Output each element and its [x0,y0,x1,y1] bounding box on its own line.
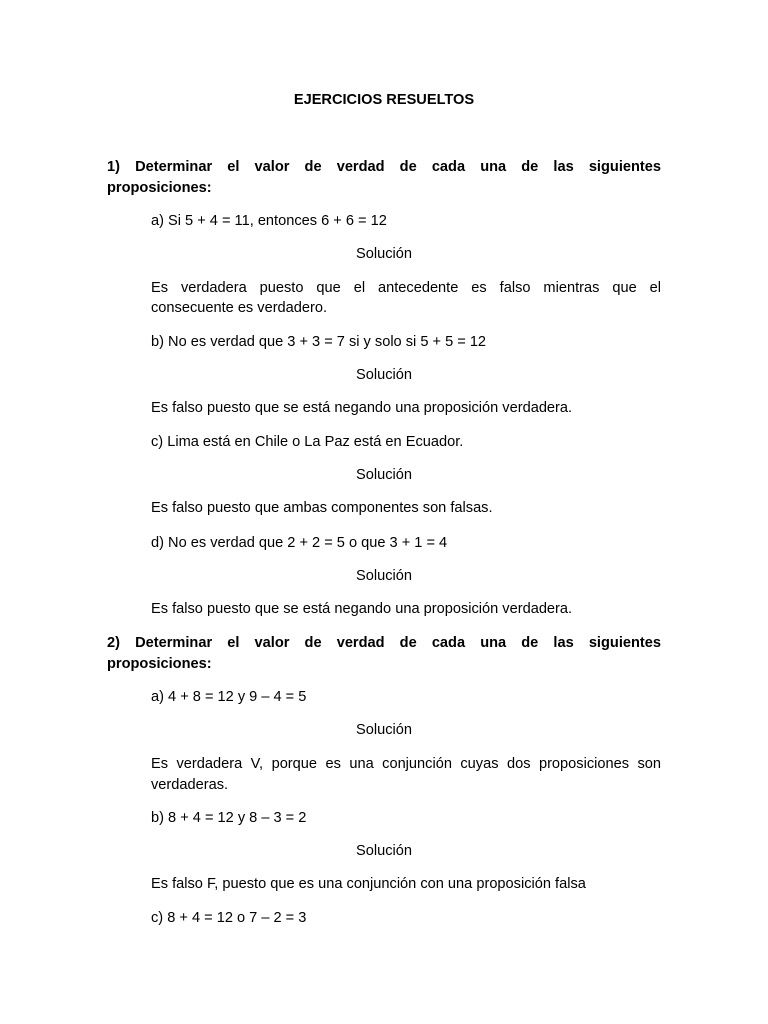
q1-item-a: a) Si 5 + 4 = 11, entonces 6 + 6 = 12 [151,213,387,229]
q1-a-explanation-line-2: consecuente es verdadero. [151,300,328,316]
q1-c-explanation: Es falso puesto que ambas componentes son falsas. [151,500,493,516]
q1-item-b: b) No es verdad que 3 + 3 = 7 si y solo si 5 + 5 = 12 [151,334,487,350]
q1-a-explanation-line-1: Es verdadera puesto que el antecedente es falso mientras que el [151,280,661,296]
question-2-line-1: 2) Determinar el valor de verdad de cada una de las siguientes [107,635,661,651]
q1-d-solution-label: Solución [356,568,412,584]
question-1-line-2: proposiciones: [107,180,212,196]
q2-a-explanation-line-2: verdaderas. [151,777,229,793]
q2-b-explanation: Es falso F, puesto que es una conjunción con una proposición falsa [151,876,586,892]
q2-item-c: c) 8 + 4 = 12 o 7 – 2 = 3 [151,910,307,926]
q2-item-a: a) 4 + 8 = 12 y 9 – 4 = 5 [151,689,307,705]
q2-b-solution-label: Solución [356,843,412,859]
q2-item-b: b) 8 + 4 = 12 y 8 – 3 = 2 [151,810,307,826]
q1-item-d: d) No es verdad que 2 + 2 = 5 o que 3 + 1 = 4 [151,535,448,551]
q2-a-solution-label: Solución [356,722,412,738]
q1-b-solution-label: Solución [356,367,412,383]
q1-item-c: c) Lima está en Chile o La Paz está en Ecuador. [151,434,464,450]
q1-a-solution-label: Solución [356,246,412,262]
q1-b-explanation: Es falso puesto que se está negando una proposición verdadera. [151,400,573,416]
question-2-line-2: proposiciones: [107,656,212,672]
page-title: EJERCICIOS RESUELTOS [293,92,475,108]
q1-d-explanation: Es falso puesto que se está negando una proposición verdadera. [151,601,573,617]
q1-c-solution-label: Solución [356,467,412,483]
q2-a-explanation-line-1: Es verdadera V, porque es una conjunción cuyas dos proposiciones son [151,756,661,772]
question-1-line-1: 1) Determinar el valor de verdad de cada una de las siguientes [107,159,661,175]
